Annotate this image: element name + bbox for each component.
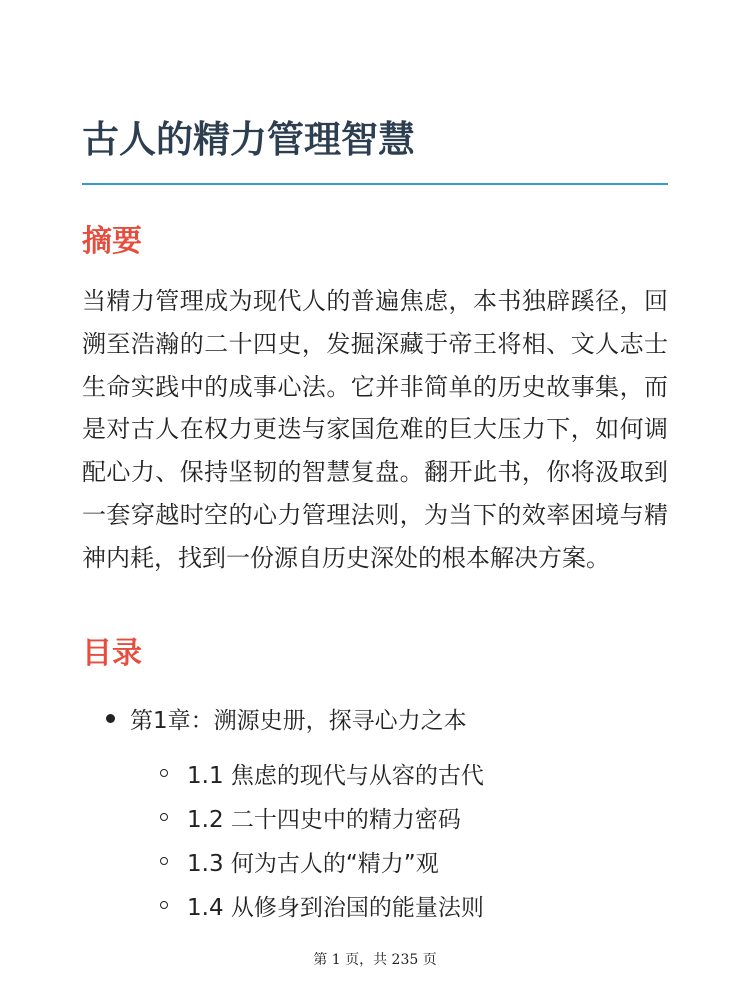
bullet-circle-icon <box>160 901 168 909</box>
abstract-heading: 摘要 <box>82 224 142 259</box>
bullet-disc-icon <box>106 714 115 723</box>
bullet-circle-icon <box>160 857 168 865</box>
toc-chapter-label: 第1章：溯源史册，探寻心力之本 <box>130 707 467 734</box>
toc-section-label: 1.3 何为古人的“精力”观 <box>187 850 439 877</box>
toc-section-item <box>160 753 484 793</box>
title-divider <box>82 183 668 185</box>
toc-section-item <box>160 841 439 881</box>
document-page <box>82 0 668 1000</box>
bullet-circle-icon <box>160 769 168 777</box>
toc-heading: 目录 <box>82 636 142 671</box>
toc-section-item <box>160 797 461 837</box>
page-number-footer: 第 1 页，共 235 页 <box>313 952 437 968</box>
toc-chapter-item <box>106 698 467 738</box>
toc-section-item <box>160 885 484 925</box>
toc-section-label: 1.4 从修身到治国的能量法则 <box>187 894 484 921</box>
toc-section-label: 1.2 二十四史中的精力密码 <box>187 806 461 833</box>
toc-section-label: 1.1 焦虑的现代与从容的古代 <box>187 762 484 789</box>
document-title: 古人的精力管理智慧 <box>82 118 415 161</box>
abstract-paragraph: 当精力管理成为现代人的普遍焦虑，本书独辟蹊径，回溯至浩瀚的二十四史，发掘深藏于帝王将相、文人志士生命实践中的成事心法。它并非简单的历史故事集，而是对古人在权力更迭与家国危难的巨大压力下，如何调配心力、保持坚韧的智慧复盘。翻开此书，你将汲取到一套穿越时空的心力管理法则，为当下的效率困境与精神内耗，找到一份源自历史深处的根本解决方案。 <box>82 287 668 572</box>
bullet-circle-icon <box>160 813 168 821</box>
